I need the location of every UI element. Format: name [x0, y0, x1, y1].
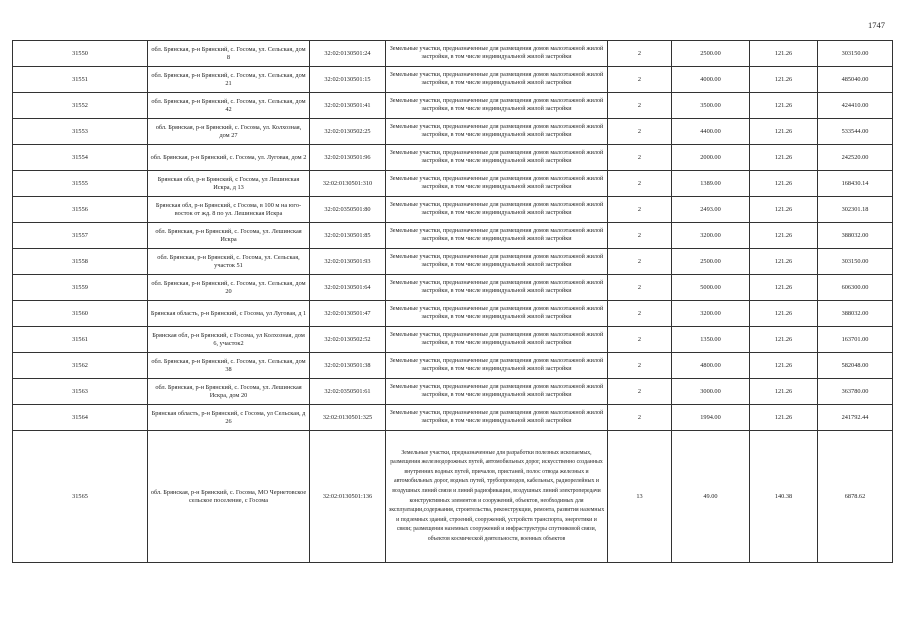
- cell-group: 2: [608, 379, 672, 405]
- cell-value: 302301.18: [818, 197, 893, 223]
- cell-address: Брянская область, р-н Брянский, с Госома, ул Луговая, д 1: [148, 301, 310, 327]
- cell-cadastral-number: 32:02:0130501:38: [310, 353, 386, 379]
- cell-cadastral-number: 32:02:0350501:80: [310, 197, 386, 223]
- cell-cadastral-number: 32:02:0130501:41: [310, 93, 386, 119]
- table-row: [13, 275, 893, 301]
- cell-group: 2: [608, 41, 672, 67]
- cell-area: 3200.00: [672, 301, 750, 327]
- cell-purpose: Земельные участки, предназначенные для размещения домов малоэтажной жилой застройки, в том числе индивидуальной жилой застройки: [386, 405, 608, 431]
- cell-purpose: Земельные участки, предназначенные для размещения домов малоэтажной жилой застройки, в том числе индивидуальной жилой застройки: [386, 171, 608, 197]
- table-row: [13, 67, 893, 93]
- cell-group: 2: [608, 301, 672, 327]
- cell-rate: 121.26: [750, 353, 818, 379]
- cell-purpose: Земельные участки, предназначенные для размещения домов малоэтажной жилой застройки, в том числе индивидуальной жилой застройки: [386, 327, 608, 353]
- cell-id: 31552: [13, 93, 148, 119]
- cell-address: обл. Брянская, р-н Брянский, с. Госома, ул. Сельская, дом 38: [148, 353, 310, 379]
- table-row: [13, 379, 893, 405]
- cell-address: обл. Брянская, р-н Брянский, с. Госома, ул. Луговая, дом 2: [148, 145, 310, 171]
- table-row: [13, 249, 893, 275]
- cell-purpose: Земельные участки, предназначенные для размещения домов малоэтажной жилой застройки, в том числе индивидуальной жилой застройки: [386, 119, 608, 145]
- cell-group: 2: [608, 353, 672, 379]
- table-row: [13, 431, 893, 563]
- cell-value: 303150.00: [818, 249, 893, 275]
- cell-address: обл. Брянская, р-н Брянский, с. Госома, ул. Колхозная, дом 27: [148, 119, 310, 145]
- cell-address: Брянская обл, р-н Брянский, с Госома, в 100 м на юго-восток от жд. 8 по ул. Лешинская Искра: [148, 197, 310, 223]
- cell-address: Брянская обл, р-н Брянский, с Госома, ул Лешинская Искра, д 13: [148, 171, 310, 197]
- cell-group: 2: [608, 67, 672, 93]
- cell-value: 388032.00: [818, 301, 893, 327]
- cell-id: 31561: [13, 327, 148, 353]
- cell-rate: 121.26: [750, 197, 818, 223]
- cell-value: 168430.14: [818, 171, 893, 197]
- cadastral-value-table: [12, 40, 893, 563]
- table-row: [13, 353, 893, 379]
- cell-id: 31565: [13, 431, 148, 563]
- cell-rate: 121.26: [750, 379, 818, 405]
- cell-rate: 121.26: [750, 145, 818, 171]
- cell-address: обл. Брянская, р-н Брянский, с. Госома, ул. Лешинская Искра: [148, 223, 310, 249]
- cell-purpose: Земельные участки, предназначенные для размещения домов малоэтажной жилой застройки, в том числе индивидуальной жилой застройки: [386, 379, 608, 405]
- cell-value: 606300.00: [818, 275, 893, 301]
- cell-purpose: Земельные участки, предназначенные для размещения домов малоэтажной жилой застройки, в том числе индивидуальной жилой застройки: [386, 249, 608, 275]
- cell-id: 31550: [13, 41, 148, 67]
- cell-group: 13: [608, 431, 672, 563]
- cell-group: 2: [608, 171, 672, 197]
- cell-group: 2: [608, 223, 672, 249]
- cell-rate: 121.26: [750, 249, 818, 275]
- page-number: 1747: [868, 20, 885, 30]
- table-row: [13, 119, 893, 145]
- cell-area: 3200.00: [672, 223, 750, 249]
- cell-id: 31560: [13, 301, 148, 327]
- cell-purpose: Земельные участки, предназначенные для размещения домов малоэтажной жилой застройки, в том числе индивидуальной жилой застройки: [386, 41, 608, 67]
- cell-group: 2: [608, 145, 672, 171]
- cell-area: 2500.00: [672, 41, 750, 67]
- cell-group: 2: [608, 93, 672, 119]
- cell-cadastral-number: 32:02:0130501:85: [310, 223, 386, 249]
- cell-cadastral-number: 32:02:0130501:96: [310, 145, 386, 171]
- cell-value: 485040.00: [818, 67, 893, 93]
- cell-id: 31559: [13, 275, 148, 301]
- cell-purpose: Земельные участки, предназначенные для размещения домов малоэтажной жилой застройки, в том числе индивидуальной жилой застройки: [386, 223, 608, 249]
- cell-area: 49.00: [672, 431, 750, 563]
- cell-value: 242520.00: [818, 145, 893, 171]
- cell-id: 31554: [13, 145, 148, 171]
- cell-value: 533544.00: [818, 119, 893, 145]
- cell-cadastral-number: 32:02:0130501:93: [310, 249, 386, 275]
- cell-cadastral-number: 32:02:0130501:47: [310, 301, 386, 327]
- cell-cadastral-number: 32:02:0130501:136: [310, 431, 386, 563]
- cell-cadastral-number: 32:02:0130502:25: [310, 119, 386, 145]
- table-row: [13, 197, 893, 223]
- cell-id: 31562: [13, 353, 148, 379]
- cell-area: 1350.00: [672, 327, 750, 353]
- cell-group: 2: [608, 119, 672, 145]
- cell-purpose: Земельные участки, предназначенные для размещения домов малоэтажной жилой застройки, в том числе индивидуальной жилой застройки: [386, 353, 608, 379]
- cell-area: 4000.00: [672, 67, 750, 93]
- cell-area: 2500.00: [672, 249, 750, 275]
- cell-rate: 121.26: [750, 67, 818, 93]
- table-row: [13, 171, 893, 197]
- cell-group: 2: [608, 275, 672, 301]
- cell-rate: 121.26: [750, 223, 818, 249]
- cell-group: 2: [608, 197, 672, 223]
- cell-purpose: Земельные участки, предназначенные для размещения домов малоэтажной жилой застройки, в том числе индивидуальной жилой застройки: [386, 197, 608, 223]
- cell-area: 5000.00: [672, 275, 750, 301]
- table-row: [13, 405, 893, 431]
- cell-cadastral-number: 32:02:0130501:64: [310, 275, 386, 301]
- cell-id: 31563: [13, 379, 148, 405]
- cell-address: обл. Брянская, р-н Брянский, с. Госома, ул. Сельская, дом 42: [148, 93, 310, 119]
- cell-value: 363780.00: [818, 379, 893, 405]
- cell-cadastral-number: 32:02:0130501:310: [310, 171, 386, 197]
- cell-address: обл. Брянская, р-н Брянский, с. Госома, ул. Сельская, участок 51: [148, 249, 310, 275]
- table-body: [13, 41, 893, 563]
- cell-value: 6878.62: [818, 431, 893, 563]
- cell-cadastral-number: 32:02:0350501:61: [310, 379, 386, 405]
- table-row: [13, 145, 893, 171]
- cell-group: 2: [608, 405, 672, 431]
- cell-area: 4800.00: [672, 353, 750, 379]
- cell-cadastral-number: 32:02:0130501:15: [310, 67, 386, 93]
- cell-rate: 121.26: [750, 327, 818, 353]
- cell-area: 2493.00: [672, 197, 750, 223]
- cell-rate: 121.26: [750, 275, 818, 301]
- cell-id: 31564: [13, 405, 148, 431]
- cell-rate: 121.26: [750, 301, 818, 327]
- cell-area: 2000.00: [672, 145, 750, 171]
- cell-address: обл. Брянская, р-н Брянский, с. Госома, ул. Сельская, дом 20: [148, 275, 310, 301]
- cell-purpose: Земельные участки, предназначенные для размещения домов малоэтажной жилой застройки, в том числе индивидуальной жилой застройки: [386, 93, 608, 119]
- cell-group: 2: [608, 249, 672, 275]
- cell-rate: 121.26: [750, 119, 818, 145]
- cell-address: обл. Брянская, р-н Брянский, с. Госома, ул. Сельская, дом 21: [148, 67, 310, 93]
- cell-group: 2: [608, 327, 672, 353]
- cell-address: обл. Брянская, р-н Брянский, с. Госома, МО Чернетовское сельское поселение, с Госома: [148, 431, 310, 563]
- cell-area: 4400.00: [672, 119, 750, 145]
- cell-rate: 121.26: [750, 93, 818, 119]
- table-row: [13, 93, 893, 119]
- cell-address: обл. Брянская, р-н Брянский, с. Госома, ул. Сельская, дом 8: [148, 41, 310, 67]
- cell-value: 388032.00: [818, 223, 893, 249]
- cell-cadastral-number: 32:02:0130501:24: [310, 41, 386, 67]
- cell-purpose: Земельные участки, предназначенные для размещения домов малоэтажной жилой застройки, в том числе индивидуальной жилой застройки: [386, 301, 608, 327]
- cell-address: Брянская область, р-н Брянский, с Госома, ул Сельская, д 26: [148, 405, 310, 431]
- cell-id: 31558: [13, 249, 148, 275]
- cell-cadastral-number: 32:02:0130502:52: [310, 327, 386, 353]
- cell-area: 1994.00: [672, 405, 750, 431]
- cell-rate: 121.26: [750, 41, 818, 67]
- cell-rate: 121.26: [750, 171, 818, 197]
- cell-id: 31551: [13, 67, 148, 93]
- cell-area: 1389.00: [672, 171, 750, 197]
- cell-rate: 140.38: [750, 431, 818, 563]
- cell-purpose: Земельные участки, предназначенные для размещения домов малоэтажной жилой застройки, в том числе индивидуальной жилой застройки: [386, 275, 608, 301]
- table-row: [13, 301, 893, 327]
- table-row: [13, 41, 893, 67]
- cell-id: 31553: [13, 119, 148, 145]
- cell-area: 3000.00: [672, 379, 750, 405]
- cell-purpose: Земельные участки, предназначенные для разработки полезных ископаемых, размещения железнодорожных путей, автомобильных дорог, искусственно созданных внутренних водных путей, причалов, пристаней, полос отвода железных и автомобильных дорог, водных путей, трубопроводов, кабельных, радиорелейных и воздушных линий связи и линий радиофикации, воздушных линий электропередачи конструктивных элементов и сооружений, объектов, необходимых для эксплуатации,содержания, строительства, реконструкции, ремонта, развития наземных и подземных зданий, строений, сооружений, устройств транспорта, энергетики и связи; размещения наземных сооружений и инфраструктуры спутниковой связи, объектов космической деятельности, военных объектов: [386, 431, 608, 563]
- cell-address: обл. Брянская, р-н Брянский, с. Госома, ул. Лешинская Искра, дом 20: [148, 379, 310, 405]
- cell-value: 303150.00: [818, 41, 893, 67]
- cell-value: 163701.00: [818, 327, 893, 353]
- cell-rate: 121.26: [750, 405, 818, 431]
- cell-id: 31555: [13, 171, 148, 197]
- cell-id: 31556: [13, 197, 148, 223]
- cell-value: 241792.44: [818, 405, 893, 431]
- cell-address: Брянская обл, р-н Брянский, с Госома, ул Колхозная, дом 6, участок2: [148, 327, 310, 353]
- table-row: [13, 223, 893, 249]
- cell-id: 31557: [13, 223, 148, 249]
- cell-value: 424410.00: [818, 93, 893, 119]
- cell-value: 582048.00: [818, 353, 893, 379]
- cell-purpose: Земельные участки, предназначенные для размещения домов малоэтажной жилой застройки, в том числе индивидуальной жилой застройки: [386, 145, 608, 171]
- cell-purpose: Земельные участки, предназначенные для размещения домов малоэтажной жилой застройки, в том числе индивидуальной жилой застройки: [386, 67, 608, 93]
- table-row: [13, 327, 893, 353]
- cell-area: 3500.00: [672, 93, 750, 119]
- cell-cadastral-number: 32:02:0130501:325: [310, 405, 386, 431]
